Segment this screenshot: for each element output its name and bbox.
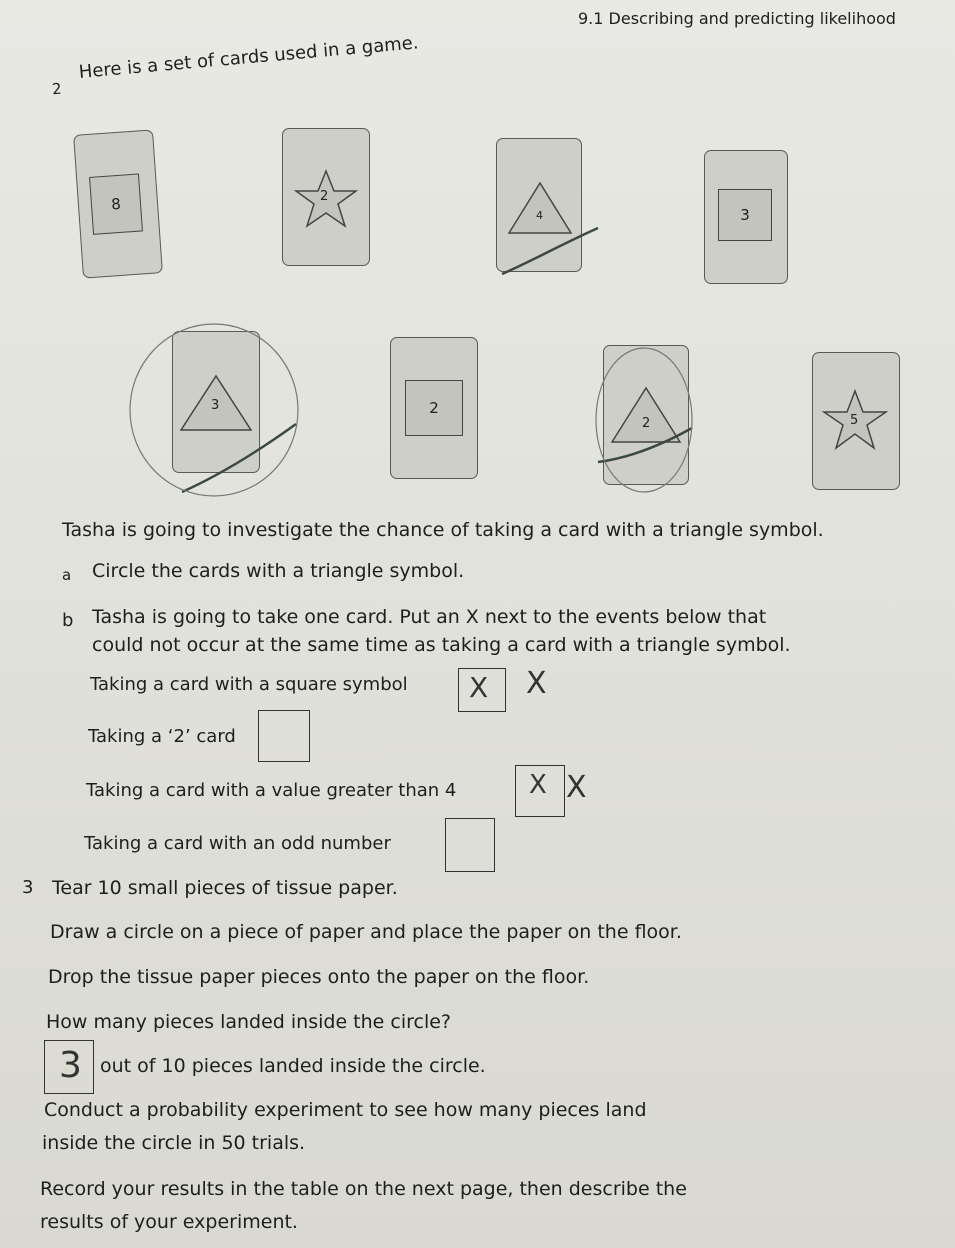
- event-4-label: Taking a card with an odd number: [84, 833, 391, 854]
- answer-value: 3: [59, 1045, 82, 1086]
- event-3-mark: X: [566, 770, 587, 805]
- card-value: 3: [211, 398, 220, 413]
- event-1-answer: X: [469, 671, 489, 704]
- card-value: 5: [850, 413, 859, 428]
- question-3-line4: How many pieces landed inside the circle?: [46, 1011, 452, 1033]
- question-2-context: Tasha is going to investigate the chance of taking a card with a triangle symbol.: [62, 519, 824, 541]
- card-value: 3: [740, 206, 750, 224]
- question-3-line3: Drop the tissue paper pieces onto the paper on the floor.: [48, 966, 590, 988]
- question-3-line5b: inside the circle in 50 trials.: [42, 1132, 306, 1154]
- question-3-line6b: results of your experiment.: [40, 1211, 298, 1233]
- answer-box[interactable]: [44, 1040, 94, 1094]
- question-3-line1: Tear 10 small pieces of tissue paper.: [52, 877, 398, 899]
- card-value: 2: [642, 416, 651, 431]
- event-1-mark: X: [526, 666, 547, 701]
- event-2-checkbox[interactable]: [258, 710, 310, 762]
- question-number-3: 3: [22, 877, 34, 898]
- part-a-letter: a: [62, 566, 72, 584]
- question-3-line2: Draw a circle on a piece of paper and place the paper on the floor.: [50, 921, 682, 943]
- question-2-intro: Here is a set of cards used in a game.: [78, 32, 420, 83]
- question-3-line5a: Conduct a probability experiment to see how many pieces land: [44, 1099, 647, 1121]
- card-value: 2: [429, 399, 439, 417]
- event-1-checkbox[interactable]: [458, 668, 506, 712]
- section-header: 9.1 Describing and predicting likelihood: [578, 9, 896, 28]
- event-3-label: Taking a card with a value greater than 4: [86, 780, 457, 801]
- card-value: 4: [536, 209, 543, 222]
- event-3-checkbox[interactable]: [515, 765, 565, 817]
- event-4-checkbox[interactable]: [445, 818, 495, 872]
- part-a-text: Circle the cards with a triangle symbol.: [92, 560, 465, 582]
- part-b-line1: Tasha is going to take one card. Put an X next to the events below that: [92, 606, 767, 628]
- card-value: 2: [320, 189, 329, 204]
- event-3-answer: X: [529, 770, 547, 800]
- card-value: 8: [110, 194, 122, 214]
- event-2-label: Taking a ‘2’ card: [88, 726, 236, 747]
- part-b-letter: b: [62, 610, 74, 631]
- question-3-line6a: Record your results in the table on the next page, then describe the: [40, 1178, 687, 1200]
- event-1-label: Taking a card with a square symbol: [90, 674, 408, 695]
- question-number-2: 2: [51, 79, 63, 99]
- part-b-line2: could not occur at the same time as taking a card with a triangle symbol.: [92, 634, 791, 656]
- answer-suffix: out of 10 pieces landed inside the circle.: [100, 1055, 486, 1077]
